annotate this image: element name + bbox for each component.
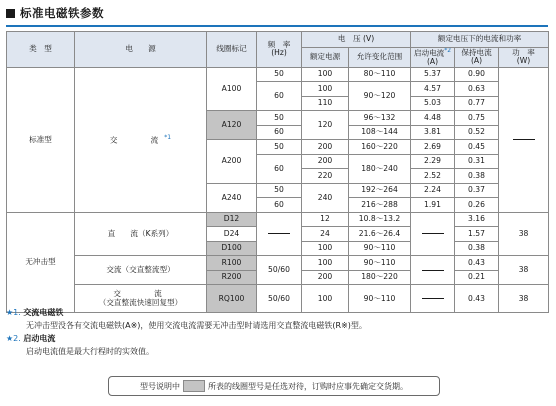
- header-voltage: 电 压 (V): [302, 32, 411, 48]
- freq-cell: 60: [257, 198, 302, 213]
- coil-d24: D24: [207, 227, 257, 242]
- rated-voltage-cell: 120: [302, 111, 349, 140]
- freq-cell: 60: [257, 125, 302, 140]
- header-type: 类 型: [7, 32, 75, 68]
- header-freq: [257, 32, 302, 68]
- section-title: [6, 4, 104, 22]
- range-cell: 192～264: [349, 183, 411, 198]
- legend-text-before: 型号说明中: [140, 381, 180, 391]
- freq-cell: 50/60: [257, 285, 302, 313]
- header-power-watt-unit: (W): [516, 56, 531, 66]
- coil-r200: R200: [207, 270, 257, 285]
- coil-d100: D100: [207, 241, 257, 256]
- note-2-heading: [6, 332, 367, 345]
- notes: [6, 306, 367, 358]
- hold-current-cell: 0.77: [455, 96, 499, 111]
- freq-cell: 50: [257, 67, 302, 82]
- hold-current-cell: 1.57: [455, 227, 499, 242]
- note-star-2-icon: *2: [444, 47, 452, 54]
- rated-voltage-cell: 12: [302, 212, 349, 227]
- header-power: 电 源: [75, 32, 207, 68]
- range-cell: 90～110: [349, 241, 411, 256]
- title-square-icon: [6, 9, 15, 18]
- range-cell: 180～220: [349, 270, 411, 285]
- table-row: [7, 256, 549, 271]
- coil-a100: A100: [207, 67, 257, 111]
- header-freq-unit: (Hz): [271, 48, 287, 58]
- rated-voltage-cell: 200: [302, 140, 349, 155]
- freq-cell: 50: [257, 140, 302, 155]
- hold-current-cell: 0.75: [455, 111, 499, 126]
- hold-current-cell: 0.43: [455, 285, 499, 313]
- start-dash-cell: [411, 212, 455, 256]
- legend-box: [108, 376, 440, 396]
- start-current-cell: 2.24: [411, 183, 455, 198]
- freq-cell: 60: [257, 154, 302, 183]
- header-start-current-unit: (A): [426, 57, 439, 67]
- range-cell: 21.6～26.4: [349, 227, 411, 242]
- rated-voltage-cell: 240: [302, 183, 349, 212]
- rated-voltage-cell: 100: [302, 241, 349, 256]
- header-rated-voltage: 额定电源: [302, 48, 349, 68]
- start-current-cell: 2.69: [411, 140, 455, 155]
- hold-current-cell: 0.63: [455, 82, 499, 97]
- freq-cell: 50/60: [257, 256, 302, 285]
- start-current-cell: 4.57: [411, 82, 455, 97]
- note-2-body: 启动电流值是最大行程时的实效值。: [26, 347, 154, 356]
- hold-current-cell: 0.52: [455, 125, 499, 140]
- range-cell: 90～110: [349, 285, 411, 313]
- header-power-watt-label: 功 率: [512, 47, 535, 57]
- range-cell: 90～110: [349, 256, 411, 271]
- rated-voltage-cell: 100: [302, 67, 349, 82]
- hold-current-cell: 0.45: [455, 140, 499, 155]
- hold-current-cell: 0.38: [455, 241, 499, 256]
- power-ac-label: 交 流: [109, 135, 165, 145]
- note-1-title: 交流电磁铁: [23, 308, 64, 317]
- power-ac-rect-fast-label-1: 交 流: [113, 289, 168, 299]
- freq-cell: 50: [257, 111, 302, 126]
- header-row-1: [7, 32, 549, 48]
- rated-voltage-cell: 100: [302, 82, 349, 97]
- range-cell: 216～288: [349, 198, 411, 213]
- freq-dash-cell: [257, 212, 302, 256]
- start-current-cell: 1.91: [411, 198, 455, 213]
- note-1-heading: [6, 306, 367, 319]
- power-ac-rect-fast-label-2: （交直整流快速回复型）: [98, 297, 183, 307]
- range-cell: 160～220: [349, 140, 411, 155]
- hold-current-cell: 0.38: [455, 169, 499, 184]
- note-1-body: 无冲击型没各有交流电磁铁(A※)，使用交流电流需要无冲击型时请选用交直整流电磁铁(R※)型。: [26, 321, 367, 330]
- start-current-cell: 3.81: [411, 125, 455, 140]
- section-title-text: 标准电磁铁参数: [20, 6, 104, 20]
- dash-icon: [422, 270, 444, 271]
- table-row: [7, 67, 549, 82]
- hold-current-cell: 0.26: [455, 198, 499, 213]
- range-cell: 96～132: [349, 111, 411, 126]
- note-2-mark: ★2.: [6, 334, 21, 343]
- dash-icon: [422, 233, 444, 234]
- start-dash-cell: [411, 285, 455, 313]
- rated-voltage-cell: 200: [302, 154, 349, 169]
- title-underline: [6, 25, 548, 27]
- spec-table: [6, 31, 549, 313]
- coil-rq100: RQ100: [207, 285, 257, 313]
- note-2-title: 启动电流: [23, 334, 56, 343]
- freq-cell: 60: [257, 82, 302, 111]
- power-watt-cell: 38: [499, 212, 549, 256]
- hold-current-cell: 3.16: [455, 212, 499, 227]
- start-current-cell: 2.52: [411, 169, 455, 184]
- type-standard-cell: 标准型: [7, 67, 75, 212]
- power-dash-cell: [499, 67, 549, 212]
- hold-current-cell: 0.90: [455, 67, 499, 82]
- hold-current-cell: 0.37: [455, 183, 499, 198]
- rated-voltage-cell: 24: [302, 227, 349, 242]
- header-coil: 线圈标记: [207, 32, 257, 68]
- header-hold-current-label: 保持电流: [461, 47, 492, 57]
- power-watt-cell: 38: [499, 256, 549, 285]
- header-start-current-label: 启动电流: [413, 48, 445, 58]
- rated-voltage-cell: 100: [302, 256, 349, 271]
- rated-voltage-cell: 220: [302, 169, 349, 184]
- freq-cell: 50: [257, 183, 302, 198]
- hold-current-cell: 0.31: [455, 154, 499, 169]
- type-no-impact-cell: 无冲击型: [7, 212, 75, 313]
- coil-r100: R100: [207, 256, 257, 271]
- power-watt-cell: 38: [499, 285, 549, 313]
- header-start-current: [411, 48, 455, 68]
- dash-icon: [513, 139, 535, 140]
- header-allowed-range: 允许变化范围: [349, 48, 411, 68]
- rated-voltage-cell: 200: [302, 270, 349, 285]
- header-rated-group: 额定电压下的电流和功率: [411, 32, 549, 48]
- range-cell: 180～240: [349, 154, 411, 183]
- range-cell: 10.8～13.2: [349, 212, 411, 227]
- dash-icon: [268, 233, 290, 234]
- start-current-cell: 4.48: [411, 111, 455, 126]
- range-cell: 90～120: [349, 82, 411, 111]
- dash-icon: [422, 298, 444, 299]
- rated-voltage-cell: 110: [302, 96, 349, 111]
- header-power-watt: [499, 48, 549, 68]
- start-current-cell: 2.29: [411, 154, 455, 169]
- range-cell: 108～144: [349, 125, 411, 140]
- note-star-1-icon: *1: [164, 133, 172, 141]
- power-dc-cell: 直 流（K系列）: [75, 212, 207, 256]
- rated-voltage-cell: 100: [302, 285, 349, 313]
- header-hold-current: [455, 48, 499, 68]
- hold-current-cell: 0.21: [455, 270, 499, 285]
- coil-a240: A240: [207, 183, 257, 212]
- start-current-cell: 5.37: [411, 67, 455, 82]
- header-freq-label: 频 率: [267, 39, 291, 49]
- grey-swatch-icon: [183, 380, 205, 392]
- power-ac-cell: [75, 67, 207, 212]
- power-ac-rect-cell: 交流（交直整流型）: [75, 256, 207, 285]
- legend-text-after: 所表的线圈型号是任选对待，订购时应事先确定交货期。: [208, 381, 408, 391]
- range-cell: 80～110: [349, 67, 411, 82]
- hold-current-cell: 0.43: [455, 256, 499, 271]
- note-1-mark: ★1.: [6, 308, 21, 317]
- coil-d12: D12: [207, 212, 257, 227]
- header-hold-current-unit: (A): [470, 56, 483, 66]
- start-dash-cell: [411, 256, 455, 285]
- coil-a120: A120: [207, 111, 257, 140]
- table-row: [7, 212, 549, 227]
- start-current-cell: 5.03: [411, 96, 455, 111]
- coil-a200: A200: [207, 140, 257, 184]
